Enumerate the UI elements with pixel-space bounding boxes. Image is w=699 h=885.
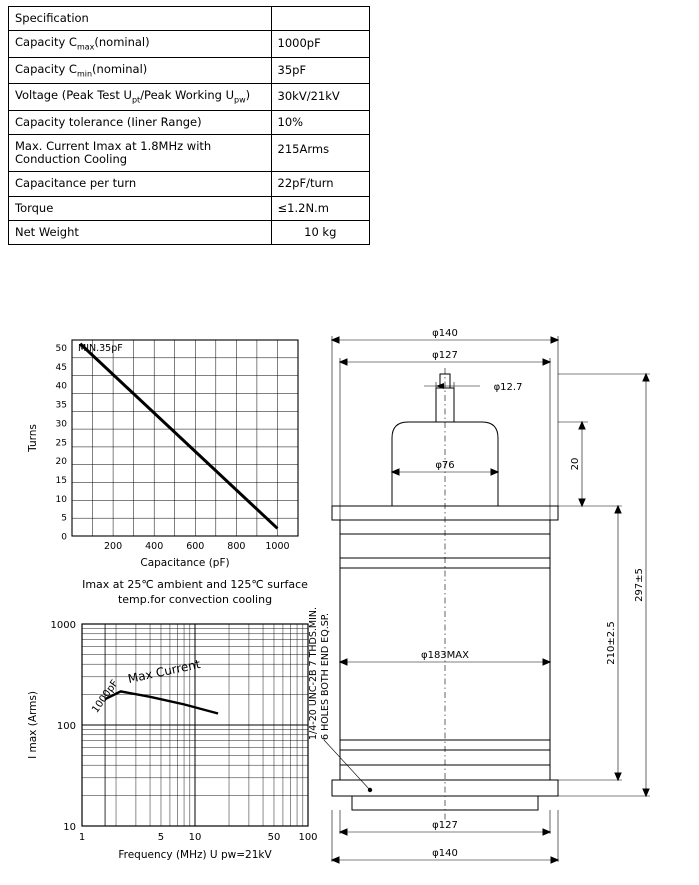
svg-text:25: 25	[55, 438, 67, 449]
svg-text:6 HOLES BOTH END EQ.SP.: 6 HOLES BOTH END EQ.SP.	[320, 612, 331, 740]
svg-text:1000pF: 1000pF	[90, 678, 121, 716]
svg-text:1000: 1000	[265, 541, 290, 552]
max-current-vs-frequency-chart	[20, 610, 320, 870]
row-torque-value: ≤1.2N.m	[271, 196, 369, 220]
chart-note-line1: Imax at 25℃ ambient and 125℃ surface	[82, 578, 308, 591]
row-voltage-label	[9, 84, 272, 110]
table-row	[9, 220, 370, 244]
cell-text-line1: Max. Current Imax at 1.8MHz with	[15, 138, 212, 153]
spec-title-cell: Specification	[9, 7, 272, 31]
chart-note-line2: temp.for convection cooling	[117, 592, 273, 606]
table-row	[9, 31, 370, 57]
svg-text:Turns: Turns	[27, 424, 39, 452]
svg-text:40: 40	[55, 381, 67, 392]
row-max-current-label	[9, 134, 272, 171]
cell-text: Capacity C	[15, 35, 77, 50]
svg-text:φ140: φ140	[432, 848, 458, 859]
table-row	[9, 172, 370, 196]
svg-text:Frequency (MHz) U pw=21kV: Frequency (MHz) U pw=21kV	[118, 849, 272, 861]
svg-text:600: 600	[186, 541, 205, 552]
table-row	[9, 196, 370, 220]
row-net-weight-label: Net Weight	[9, 220, 272, 244]
svg-text:400: 400	[145, 541, 164, 552]
svg-text:100: 100	[298, 832, 318, 843]
table-row	[9, 84, 370, 110]
spec-title-value-cell	[271, 7, 369, 31]
specification-table	[8, 6, 370, 245]
svg-text:100: 100	[56, 721, 76, 732]
svg-text:10: 10	[63, 822, 76, 833]
row-net-weight-value: 10 kg	[271, 220, 369, 244]
svg-text:20: 20	[570, 457, 581, 471]
svg-text:10: 10	[55, 494, 67, 505]
row-tolerance-label: Capacity tolerance (Iiner Range)	[9, 110, 272, 134]
chart1-svg	[20, 318, 320, 568]
svg-text:Max Current: Max Current	[126, 657, 202, 687]
turns-vs-capacitance-chart	[20, 318, 320, 568]
cell-subscript: min	[76, 69, 93, 78]
svg-text:5: 5	[61, 513, 67, 524]
svg-text:45: 45	[55, 362, 67, 373]
chart2-svg	[20, 610, 320, 870]
svg-text:φ12.7: φ12.7	[493, 382, 523, 393]
cell-text-tail: (nominal)	[94, 35, 150, 50]
svg-text:0: 0	[61, 532, 67, 543]
svg-text:800: 800	[227, 541, 246, 552]
cell-text-line2: Conduction Cooling	[15, 152, 128, 167]
row-tolerance-value: 10%	[271, 110, 369, 134]
row-voltage-value: 30kV/21kV	[271, 84, 369, 110]
table-row	[9, 7, 370, 31]
cell-subscript: pt	[131, 95, 141, 105]
svg-text:φ140: φ140	[432, 328, 458, 339]
cell-subscript-2: pw	[234, 95, 246, 105]
svg-text:1/4-20 UNC-2B 7 THDS.MIN.: 1/4-20 UNC-2B 7 THDS.MIN.	[308, 606, 319, 740]
row-capacity-max-value: 1000pF	[271, 31, 369, 57]
svg-text:50: 50	[267, 832, 281, 843]
svg-text:297±5: 297±5	[634, 568, 645, 602]
svg-text:φ127: φ127	[432, 820, 458, 831]
cell-text-tail-2: )	[245, 88, 251, 103]
svg-text:1: 1	[78, 832, 86, 843]
svg-text:1000: 1000	[50, 620, 76, 631]
table-row	[9, 57, 370, 83]
row-cap-per-turn-value: 22pF/turn	[271, 172, 369, 196]
table-row	[9, 134, 370, 171]
svg-text:15: 15	[55, 475, 67, 486]
svg-text:20: 20	[55, 457, 67, 468]
svg-text:200: 200	[104, 541, 123, 552]
svg-text:I max (Arms): I max (Arms)	[27, 691, 39, 759]
cell-text-tail: /Peak Working U	[140, 88, 235, 103]
row-capacity-min-label	[9, 57, 272, 83]
svg-text:35: 35	[55, 400, 67, 411]
table-row	[9, 110, 370, 134]
cell-text: Voltage (Peak Test U	[15, 88, 132, 103]
svg-text:50: 50	[55, 344, 67, 355]
cell-subscript: max	[76, 42, 95, 52]
chart-note	[60, 578, 330, 608]
cell-text: Capacity C	[15, 61, 77, 76]
svg-text:30: 30	[55, 419, 67, 430]
svg-text:5: 5	[157, 832, 165, 843]
svg-text:Capacitance (pF): Capacitance (pF)	[140, 557, 230, 569]
cell-text-tail: (nominal)	[92, 61, 148, 76]
svg-text:210±2.5: 210±2.5	[606, 621, 617, 665]
svg-text:MIN.35pF: MIN.35pF	[78, 343, 123, 354]
row-cap-per-turn-label: Capacitance per turn	[9, 172, 272, 196]
svg-text:φ127: φ127	[432, 350, 458, 361]
row-capacity-min-value: 35pF	[271, 57, 369, 83]
row-max-current-value: 215Arms	[271, 134, 369, 171]
svg-text:φ183MAX: φ183MAX	[420, 650, 470, 661]
svg-text:φ76: φ76	[435, 460, 455, 471]
row-torque-label: Torque	[9, 196, 272, 220]
svg-text:10: 10	[188, 832, 202, 843]
row-capacity-max-label	[9, 31, 272, 57]
